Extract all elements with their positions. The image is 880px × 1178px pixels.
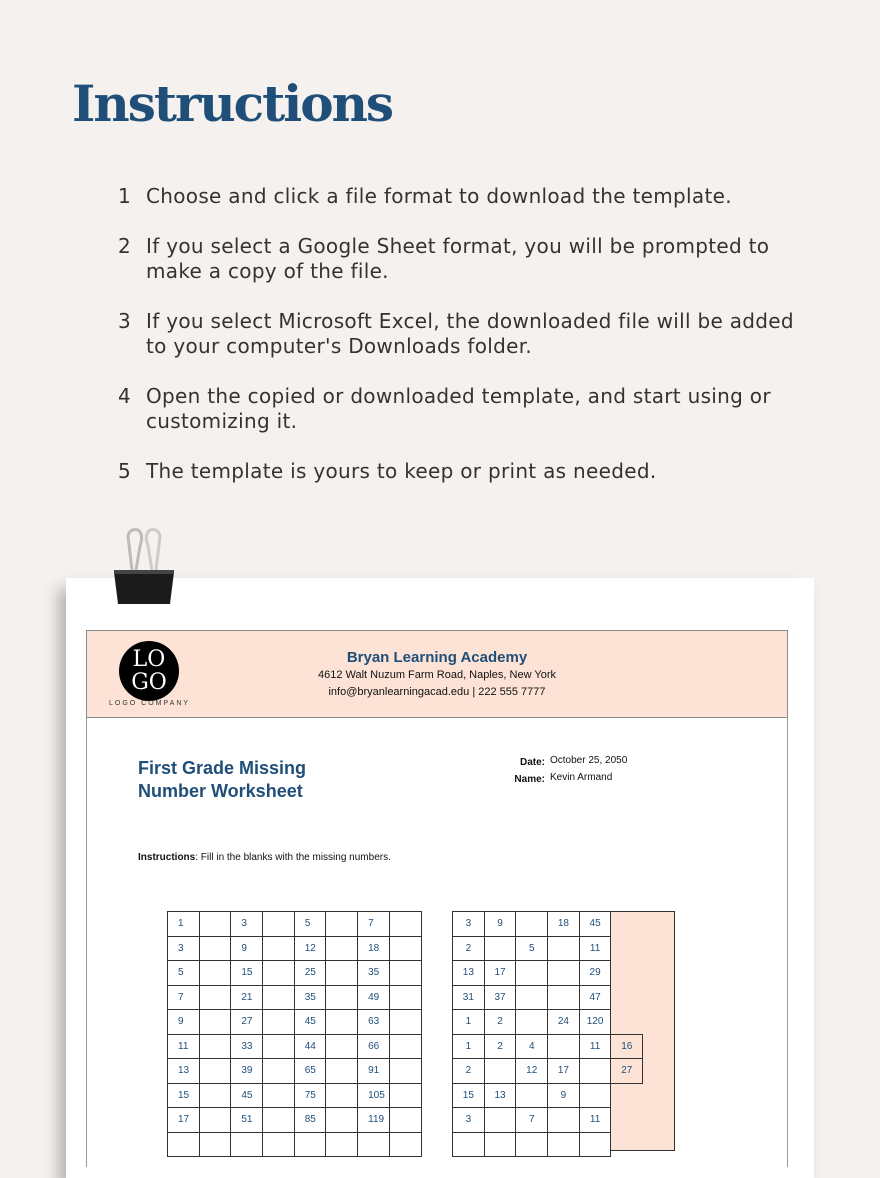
number-cell: 12	[516, 1059, 548, 1084]
step-text: Choose and click a file format to download the template.	[146, 184, 732, 208]
number-table-left	[167, 911, 422, 1157]
blank-cell[interactable]	[548, 1132, 580, 1157]
blank-cell[interactable]	[548, 936, 580, 961]
table-row	[168, 936, 422, 961]
number-cell: 39	[231, 1059, 263, 1084]
number-cell: 75	[294, 1083, 326, 1108]
blank-cell[interactable]	[294, 1132, 326, 1157]
blank-cell[interactable]	[199, 1034, 231, 1059]
table-row	[168, 1083, 422, 1108]
blank-cell[interactable]	[389, 961, 421, 986]
instructions-text	[138, 852, 391, 863]
blank-cell[interactable]	[548, 1034, 580, 1059]
org-contact: info@bryanlearningacad.edu | 222 555 7777	[328, 686, 546, 698]
number-cell: 17	[168, 1108, 200, 1133]
number-cell: 5	[294, 912, 326, 937]
number-cell: 13	[484, 1083, 516, 1108]
number-cell: 37	[484, 985, 516, 1010]
blank-cell[interactable]	[389, 936, 421, 961]
number-cell: 27	[611, 1059, 643, 1084]
number-cell: 25	[294, 961, 326, 986]
table-row	[168, 1010, 422, 1035]
number-cell: 44	[294, 1034, 326, 1059]
number-cell: 91	[358, 1059, 390, 1084]
blank-cell[interactable]	[389, 1083, 421, 1108]
table-row	[453, 1010, 643, 1035]
blank-cell[interactable]	[516, 1010, 548, 1035]
step-text: If you select Microsoft Excel, the downloaded file will be added to your computer's Downloads folder.	[146, 309, 794, 358]
table-row	[453, 1083, 643, 1108]
table-row	[168, 1034, 422, 1059]
blank-cell[interactable]	[548, 985, 580, 1010]
number-cell: 18	[358, 936, 390, 961]
table-row	[168, 1132, 422, 1157]
number-cell: 65	[294, 1059, 326, 1084]
blank-cell[interactable]	[389, 1010, 421, 1035]
blank-cell[interactable]	[199, 936, 231, 961]
blank-cell[interactable]	[199, 1059, 231, 1084]
blank-cell[interactable]	[199, 985, 231, 1010]
number-cell: 5	[168, 961, 200, 986]
blank-cell[interactable]	[199, 912, 231, 937]
blank-cell[interactable]	[326, 1010, 358, 1035]
binder-clip-icon	[110, 526, 178, 610]
blank-cell[interactable]	[263, 1108, 295, 1133]
date-label: Date:	[519, 757, 545, 768]
step-number: 4	[118, 384, 131, 408]
number-cell: 3	[231, 912, 263, 937]
blank-cell[interactable]	[516, 1083, 548, 1108]
blank-cell[interactable]	[263, 1010, 295, 1035]
table-row	[453, 912, 643, 937]
blank-cell[interactable]	[199, 1108, 231, 1133]
instructions-body: : Fill in the blanks with the missing numbers.	[195, 852, 391, 863]
number-cell: 15	[453, 1083, 485, 1108]
step-number: 3	[118, 309, 131, 333]
number-cell: 27	[231, 1010, 263, 1035]
number-cell: 45	[579, 912, 611, 937]
blank-cell[interactable]	[453, 1132, 485, 1157]
number-cell: 49	[358, 985, 390, 1010]
number-cell: 2	[484, 1010, 516, 1035]
number-cell: 9	[548, 1083, 580, 1108]
blank-cell[interactable]	[516, 985, 548, 1010]
org-name: Bryan Learning Academy	[346, 649, 528, 666]
number-cell: 11	[579, 936, 611, 961]
blank-cell[interactable]	[326, 1059, 358, 1084]
number-cell: 2	[453, 936, 485, 961]
number-cell: 45	[231, 1083, 263, 1108]
number-cell: 15	[168, 1083, 200, 1108]
number-cell: 120	[579, 1010, 611, 1035]
blank-cell[interactable]	[484, 1132, 516, 1157]
blank-cell[interactable]	[579, 1083, 611, 1108]
step-text: The template is yours to keep or print as needed.	[146, 459, 657, 483]
blank-cell[interactable]	[548, 1108, 580, 1133]
blank-cell[interactable]	[548, 961, 580, 986]
number-cell: 47	[579, 985, 611, 1010]
number-cell: 105	[358, 1083, 390, 1108]
blank-cell[interactable]	[516, 1132, 548, 1157]
number-cell: 3	[168, 936, 200, 961]
number-cell: 35	[358, 961, 390, 986]
number-cell: 45	[294, 1010, 326, 1035]
number-cell: 11	[579, 1034, 611, 1059]
number-cell: 31	[453, 985, 485, 1010]
table-row	[168, 912, 422, 937]
table-row	[168, 1108, 422, 1133]
number-cell: 11	[579, 1108, 611, 1133]
step-number: 5	[118, 459, 131, 483]
step-item	[118, 184, 818, 209]
number-cell: 1	[168, 912, 200, 937]
blank-cell[interactable]	[199, 961, 231, 986]
blank-cell[interactable]	[484, 1059, 516, 1084]
table-row	[453, 1132, 643, 1157]
document-header	[86, 630, 788, 718]
blank-cell[interactable]	[358, 1132, 390, 1157]
logo-company: LOGO COMPANY	[109, 700, 191, 707]
number-cell: 18	[548, 912, 580, 937]
blank-cell[interactable]	[231, 1132, 263, 1157]
blank-cell[interactable]	[263, 1132, 295, 1157]
number-cell: 2	[453, 1059, 485, 1084]
number-cell: 3	[453, 912, 485, 937]
blank-cell[interactable]	[484, 1108, 516, 1133]
number-cell: 16	[611, 1034, 643, 1059]
number-cell: 63	[358, 1010, 390, 1035]
blank-cell[interactable]	[263, 1059, 295, 1084]
name-value: Kevin Armand	[550, 772, 613, 783]
blank-cell[interactable]	[389, 985, 421, 1010]
blank-cell[interactable]	[263, 961, 295, 986]
blank-cell[interactable]	[199, 1083, 231, 1108]
blank-cell[interactable]	[389, 1059, 421, 1084]
number-cell: 17	[484, 961, 516, 986]
worksheet-title: First Grade Missing Number Worksheet	[138, 758, 307, 801]
date-value: October 25, 2050	[550, 755, 628, 766]
number-cell: 24	[548, 1010, 580, 1035]
number-cell: 7	[516, 1108, 548, 1133]
number-cell: 15	[231, 961, 263, 986]
number-cell: 1	[453, 1010, 485, 1035]
org-address: 4612 Walt Nuzum Farm Road, Naples, New York	[317, 669, 557, 681]
number-cell: 66	[358, 1034, 390, 1059]
step-number: 1	[118, 184, 131, 208]
blank-cell[interactable]	[263, 1083, 295, 1108]
blank-cell[interactable]	[389, 1132, 421, 1157]
blank-cell[interactable]	[579, 1132, 611, 1157]
table-row	[453, 985, 643, 1010]
blank-cell[interactable]	[199, 1132, 231, 1157]
blank-cell[interactable]	[579, 1059, 611, 1084]
blank-cell[interactable]	[326, 912, 358, 937]
blank-cell[interactable]	[168, 1132, 200, 1157]
number-cell: 7	[358, 912, 390, 937]
blank-cell[interactable]	[516, 961, 548, 986]
step-text: If you select a Google Sheet format, you will be prompted to make a copy of the file.	[146, 234, 770, 283]
number-cell: 13	[453, 961, 485, 986]
table-row	[453, 1034, 643, 1059]
number-cell: 119	[358, 1108, 390, 1133]
blank-cell[interactable]	[389, 912, 421, 937]
number-cell: 4	[516, 1034, 548, 1059]
number-cell: 29	[579, 961, 611, 986]
number-cell: 13	[168, 1059, 200, 1084]
blank-cell[interactable]	[199, 1010, 231, 1035]
blank-cell[interactable]	[326, 1132, 358, 1157]
table-row	[453, 961, 643, 986]
table-row	[453, 936, 643, 961]
number-cell: 2	[484, 1034, 516, 1059]
page-title: Instructions	[72, 74, 393, 133]
step-item	[118, 384, 818, 434]
step-item	[118, 309, 818, 359]
number-cell: 11	[168, 1034, 200, 1059]
number-cell: 17	[548, 1059, 580, 1084]
number-cell: 1	[453, 1034, 485, 1059]
step-number: 2	[118, 234, 131, 258]
blank-cell[interactable]	[516, 912, 548, 937]
table-row	[168, 985, 422, 1010]
blank-cell[interactable]	[263, 912, 295, 937]
number-cell: 51	[231, 1108, 263, 1133]
table-row	[168, 1059, 422, 1084]
number-cell: 12	[294, 936, 326, 961]
number-cell: 33	[231, 1034, 263, 1059]
number-cell: 85	[294, 1108, 326, 1133]
number-table-right	[452, 911, 643, 1157]
blank-cell[interactable]	[326, 936, 358, 961]
logo-text: LO	[132, 647, 166, 672]
number-cell: 7	[168, 985, 200, 1010]
blank-cell[interactable]	[326, 961, 358, 986]
number-cell: 21	[231, 985, 263, 1010]
blank-cell[interactable]	[326, 1108, 358, 1133]
number-cell: 9	[168, 1010, 200, 1035]
blank-cell[interactable]	[326, 1083, 358, 1108]
table-row	[453, 1108, 643, 1133]
blank-cell[interactable]	[389, 1108, 421, 1133]
name-label: Name:	[514, 774, 545, 785]
blank-cell[interactable]	[484, 936, 516, 961]
step-text: Open the copied or downloaded template, and start using or customizing it.	[146, 384, 771, 433]
number-cell: 35	[294, 985, 326, 1010]
number-cell: 9	[231, 936, 263, 961]
step-item	[118, 459, 818, 484]
step-item	[118, 234, 818, 284]
blank-cell[interactable]	[326, 985, 358, 1010]
blank-cell[interactable]	[326, 1034, 358, 1059]
number-cell: 5	[516, 936, 548, 961]
blank-cell[interactable]	[263, 985, 295, 1010]
table-row	[168, 961, 422, 986]
blank-cell[interactable]	[263, 936, 295, 961]
instructions-label: Instructions	[138, 852, 196, 863]
number-cell: 9	[484, 912, 516, 937]
blank-cell[interactable]	[389, 1034, 421, 1059]
number-cell: 3	[453, 1108, 485, 1133]
blank-cell[interactable]	[263, 1034, 295, 1059]
table-row	[453, 1059, 643, 1084]
logo-text: GO	[131, 670, 167, 695]
